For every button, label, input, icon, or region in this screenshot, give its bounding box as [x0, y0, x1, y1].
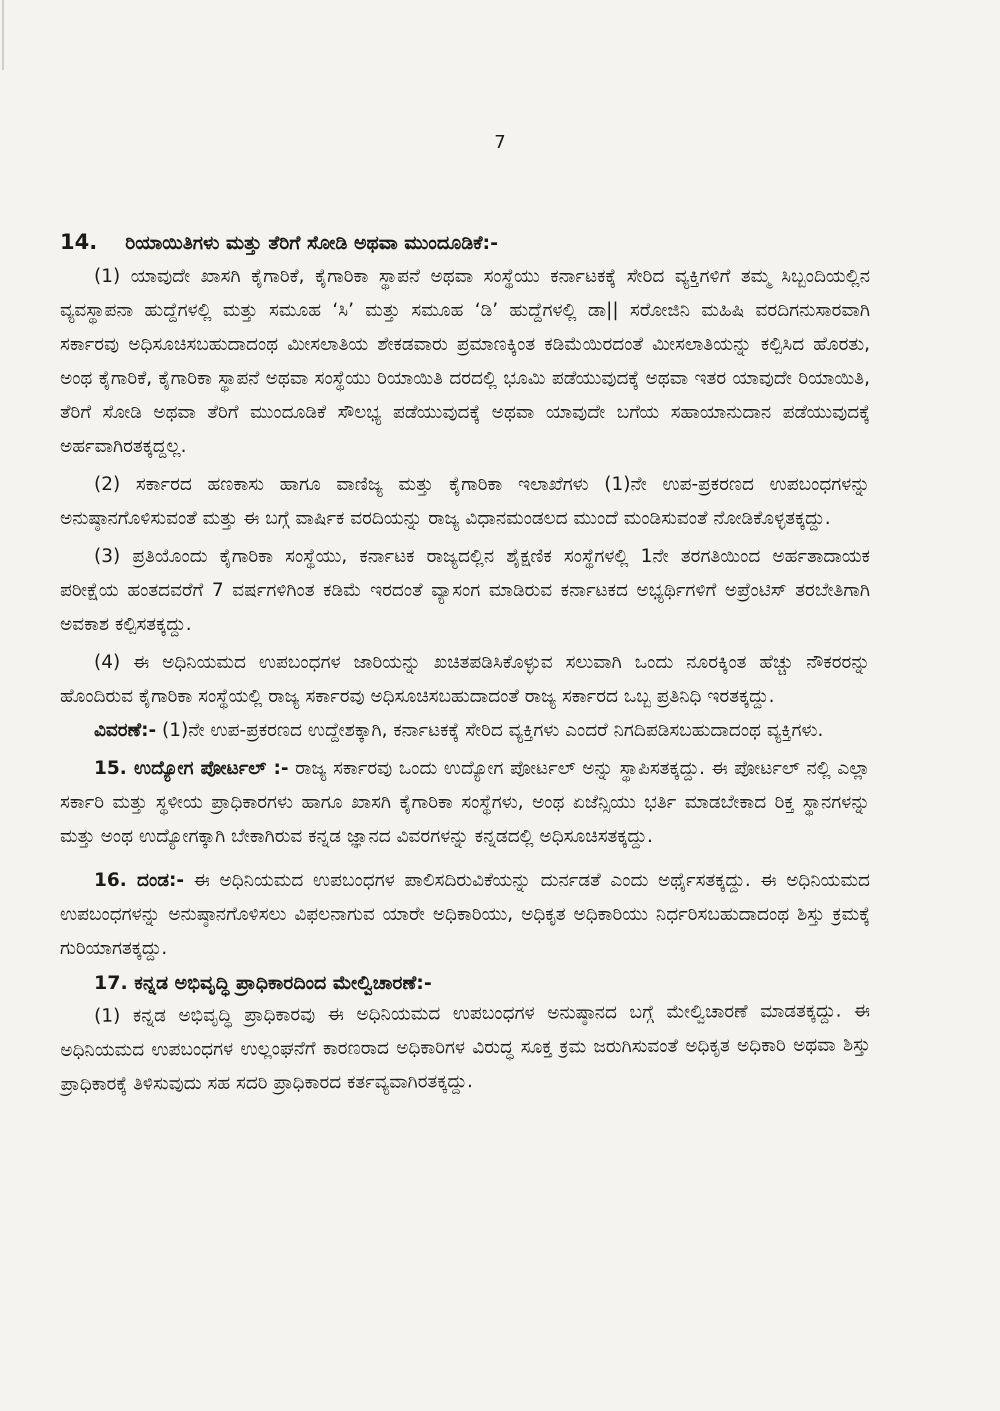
section-15: [60, 752, 870, 854]
section-16: [60, 864, 870, 966]
section-14-number: 14.: [60, 230, 98, 254]
section-14-title: ರಿಯಾಯಿತಿಗಳು ಮತ್ತು ತೆರಿಗೆ ಸೋಡಿ ಅಥವಾ ಮುಂದೂಡಿಕೆ:-: [125, 232, 498, 254]
section-14-clause-3: (3) ಪ್ರತಿಯೊಂದು ಕೈಗಾರಿಕಾ ಸಂಸ್ಥೆಯು, ಕರ್ನಾಟಕ ರಾಜ್ಯದಲ್ಲಿನ ಶೈಕ್ಷಣಿಕ ಸಂಸ್ಥೆಗಳಲ್ಲಿ 1ನೇ ತರಗತಿಯಿಂದ ಅರ್ಹತಾದಾಯಕ ಪರೀಕ್ಷೆಯ ಹಂತದವರೆಗೆ 7 ವರ್ಷಗಳಿಗಿಂತ ಕಡಿಮೆ ಇರದಂತೆ ವ್ಯಾಸಂಗ ಮಾಡಿರುವ ಕರ್ನಾಟಕದ ಅಭ್ಯರ್ಥಿಗಳಿಗೆ ಅಪ್ರೆಂಟಿಸ್ ತರಬೇತಿಗಾಗಿ ಅವಕಾಶ ಕಲ್ಪಿಸತಕ್ಕದ್ದು.: [60, 546, 870, 635]
section-16-text: ಈ ಅಧಿನಿಯಮದ ಉಪಬಂಧಗಳ ಪಾಲಿಸದಿರುವಿಕೆಯನ್ನು ದುರ್ನಡತೆ ಎಂದು ಅರ್ಥೈಸತಕ್ಕದ್ದು. ಈ ಅಧಿನಿಯಮದ ಉಪಬಂಧಗಳನ್ನು ಅನುಷ್ಠಾನಗೊಳಿಸಲು ವಿಫಲನಾಗುವ ಯಾರೇ ಅಧಿಕಾರಿಯು, ಅಧಿಕೃತ ಅಧಿಕಾರಿಯು ನಿರ್ಧರಿಸಬಹುದಾದಂಥ ಶಿಸ್ತು ಕ್ರಮಕ್ಕೆ ಗುರಿಯಾಗತಕ್ಕದ್ದು.: [60, 870, 870, 959]
section-14-explanation: [60, 714, 870, 748]
explanation-text: (1)ನೇ ಉಪ-ಪ್ರಕರಣದ ಉದ್ದೇಶಕ್ಕಾಗಿ, ಕರ್ನಾಟಕಕ್ಕೆ ಸೇರಿದ ವ್ಯಕ್ತಿಗಳು ಎಂದರೆ ನಿಗದಿಪಡಿಸಬಹುದಾದಂಥ ವ್ಯಕ್ತಿಗಳು.: [162, 720, 824, 741]
explanation-label: ವಿವರಣೆ:-: [94, 720, 157, 741]
section-14-heading: [60, 225, 870, 260]
section-16-label: 16. ದಂಡ:-: [94, 870, 185, 891]
section-15-text: ರಾಜ್ಯ ಸರ್ಕಾರವು ಒಂದು ಉದ್ಯೋಗ ಪೋರ್ಟಲ್ ಅನ್ನು ಸ್ಥಾಪಿಸತಕ್ಕದ್ದು. ಈ ಪೋರ್ಟಲ್ ನಲ್ಲಿ ಎಲ್ಲಾ ಸರ್ಕಾರಿ ಮತ್ತು ಸ್ಥಳೀಯ ಪ್ರಾಧಿಕಾರಗಳು ಹಾಗೂ ಖಾಸಗಿ ಕೈಗಾರಿಕಾ ಸಂಸ್ಥೆಗಳು, ಅಂಥ ಏಜೆನ್ಸಿಯು ಭರ್ತಿ ಮಾಡಬೇಕಾದ ರಿಕ್ತ ಸ್ಥಾನಗಳನ್ನು ಮತ್ತು ಅಂಥ ಉದ್ಯೋಗಕ್ಕಾಗಿ ಬೇಕಾಗಿರುವ ಕನ್ನಡ ಜ್ಞಾನದ ವಿವರಗಳನ್ನು ಕನ್ನಡದಲ್ಲಿ ಅಧಿಸೂಚಿಸತಕ್ಕದ್ದು.: [60, 758, 871, 847]
section-14-clause-2: (2) ಸರ್ಕಾರದ ಹಣಕಾಸು ಹಾಗೂ ವಾಣಿಜ್ಯ ಮತ್ತು ಕೈಗಾರಿಕಾ ಇಲಾಖೆಗಳು (1)ನೇ ಉಪ-ಪ್ರಕರಣದ ಉಪಬಂಧಗಳನ್ನು ಅನುಷ್ಠಾನಗೊಳಿಸುವಂತೆ ಮತ್ತು ಈ ಬಗ್ಗೆ ವಾರ್ಷಿಕ ವರದಿಯನ್ನು ರಾಜ್ಯ ವಿಧಾನಮಂಡಲದ ಮುಂದೆ ಮಂಡಿಸುವಂತೆ ನೋಡಿಕೊಳ್ಳತಕ್ಕದ್ದು.: [60, 474, 870, 529]
page-edge-mark: [2, 0, 22, 70]
page-number: 7: [494, 132, 506, 153]
section-15-label: 15. ಉದ್ಯೋಗ ಪೋರ್ಟಲ್ :-: [94, 758, 289, 779]
section-14-clause-1: (1) ಯಾವುದೇ ಖಾಸಗಿ ಕೈಗಾರಿಕೆ, ಕೈಗಾರಿಕಾ ಸ್ಥಾಪನೆ ಅಥವಾ ಸಂಸ್ಥೆಯು ಕರ್ನಾಟಕಕ್ಕೆ ಸೇರಿದ ವ್ಯಕ್ತಿಗಳಿಗೆ ತಮ್ಮ ಸಿಬ್ಬಂದಿಯಲ್ಲಿನ ವ್ಯವಸ್ಥಾಪನಾ ಹುದ್ದೆಗಳಲ್ಲಿ ಮತ್ತು ಸಮೂಹ ‘ಸಿ’ ಮತ್ತು ಸಮೂಹ ‘ಡಿ’ ಹುದ್ದೆಗಳಲ್ಲಿ ಡಾ|| ಸರೋಜಿನಿ ಮಹಿಷಿ ವರದಿಗನುಸಾರವಾಗಿ ಸರ್ಕಾರವು ಅಧಿಸೂಚಿಸಬಹುದಾದಂಥ ಮೀಸಲಾತಿಯ ಶೇಕಡವಾರು ಪ್ರಮಾಣಕ್ಕಿಂತ ಕಡಿಮೆಯಿರದಂತೆ ಮೀಸಲಾತಿಯನ್ನು ಕಲ್ಪಿಸಿದ ಹೊರತು, ಅಂಥ ಕೈಗಾರಿಕೆ, ಕೈಗಾರಿಕಾ ಸ್ಥಾಪನೆ ಅಥವಾ ಸಂಸ್ಥೆಯು ರಿಯಾಯಿತಿ ದರದಲ್ಲಿ ಭೂಮಿ ಪಡೆಯುವುದಕ್ಕೆ ಅಥವಾ ಇತರ ಯಾವುದೇ ರಿಯಾಯಿತಿ, ತೆರಿಗೆ ಸೋಡಿ ಅಥವಾ ತೆರಿಗೆ ಮುಂದೂಡಿಕೆ ಸೌಲಭ್ಯ ಪಡೆಯುವುದಕ್ಕೆ ಅಥವಾ ಯಾವುದೇ ಬಗೆಯ ಸಹಾಯಾನುದಾನ ಪಡೆಯುವುದಕ್ಕೆ ಅರ್ಹವಾಗಿರತಕ್ಕದ್ದಲ್ಲ.: [60, 266, 870, 457]
section-17-heading: 17. ಕನ್ನಡ ಅಭಿವೃದ್ಧಿ ಪ್ರಾಧಿಕಾರದಿಂದ ಮೇಲ್ವಿಚಾರಣೆ:-: [94, 972, 432, 994]
section-17-clause-1: (1) ಕನ್ನಡ ಅಭಿವೃದ್ಧಿ ಪ್ರಾಧಿಕಾರವು ಈ ಅಧಿನಿಯಮದ ಉಪಬಂಧಗಳ ಅನುಷ್ಠಾನದ ಬಗ್ಗೆ ಮೇಲ್ವಿಚಾರಣೆ ಮಾಡತಕ್ಕದ್ದು. ಈ ಅಧಿನಿಯಮದ ಉಪಬಂಧಗಳ ಉಲ್ಲಂಘನೆಗೆ ಕಾರಣರಾದ ಅಧಿಕಾರಿಗಳ ವಿರುದ್ಧ ಸೂಕ್ತ ಕ್ರಮ ಜರುಗಿಸುವಂತೆ ಅಧಿಕೃತ ಅಧಿಕಾರಿ ಅಥವಾ ಶಿಸ್ತು ಪ್ರಾಧಿಕಾರಕ್ಕೆ ತಿಳಿಸುವುದು ಸಹ ಸದರಿ ಪ್ರಾಧಿಕಾರದ ಕರ್ತವ್ಯವಾಗಿರತಕ್ಕದ್ದು.: [60, 1000, 871, 1095]
document-body: [60, 225, 870, 1102]
section-14-clause-4: (4) ಈ ಅಧಿನಿಯಮದ ಉಪಬಂಧಗಳ ಜಾರಿಯನ್ನು ಖಚಿತಪಡಿಸಿಕೊಳ್ಳುವ ಸಲುವಾಗಿ ಒಂದು ನೂರಕ್ಕಿಂತ ಹೆಚ್ಚು ನೌಕರರನ್ನು ಹೊಂದಿರುವ ಕೈಗಾರಿಕಾ ಸಂಸ್ಥೆಯಲ್ಲಿ ರಾಜ್ಯ ಸರ್ಕಾರವು ಅಧಿಸೂಚಿಸಬಹುದಾದಂತೆ ರಾಜ್ಯ ಸರ್ಕಾರದ ಒಬ್ಬ ಪ್ರತಿನಿಧಿ ಇರತಕ್ಕದ್ದು.: [60, 652, 870, 707]
